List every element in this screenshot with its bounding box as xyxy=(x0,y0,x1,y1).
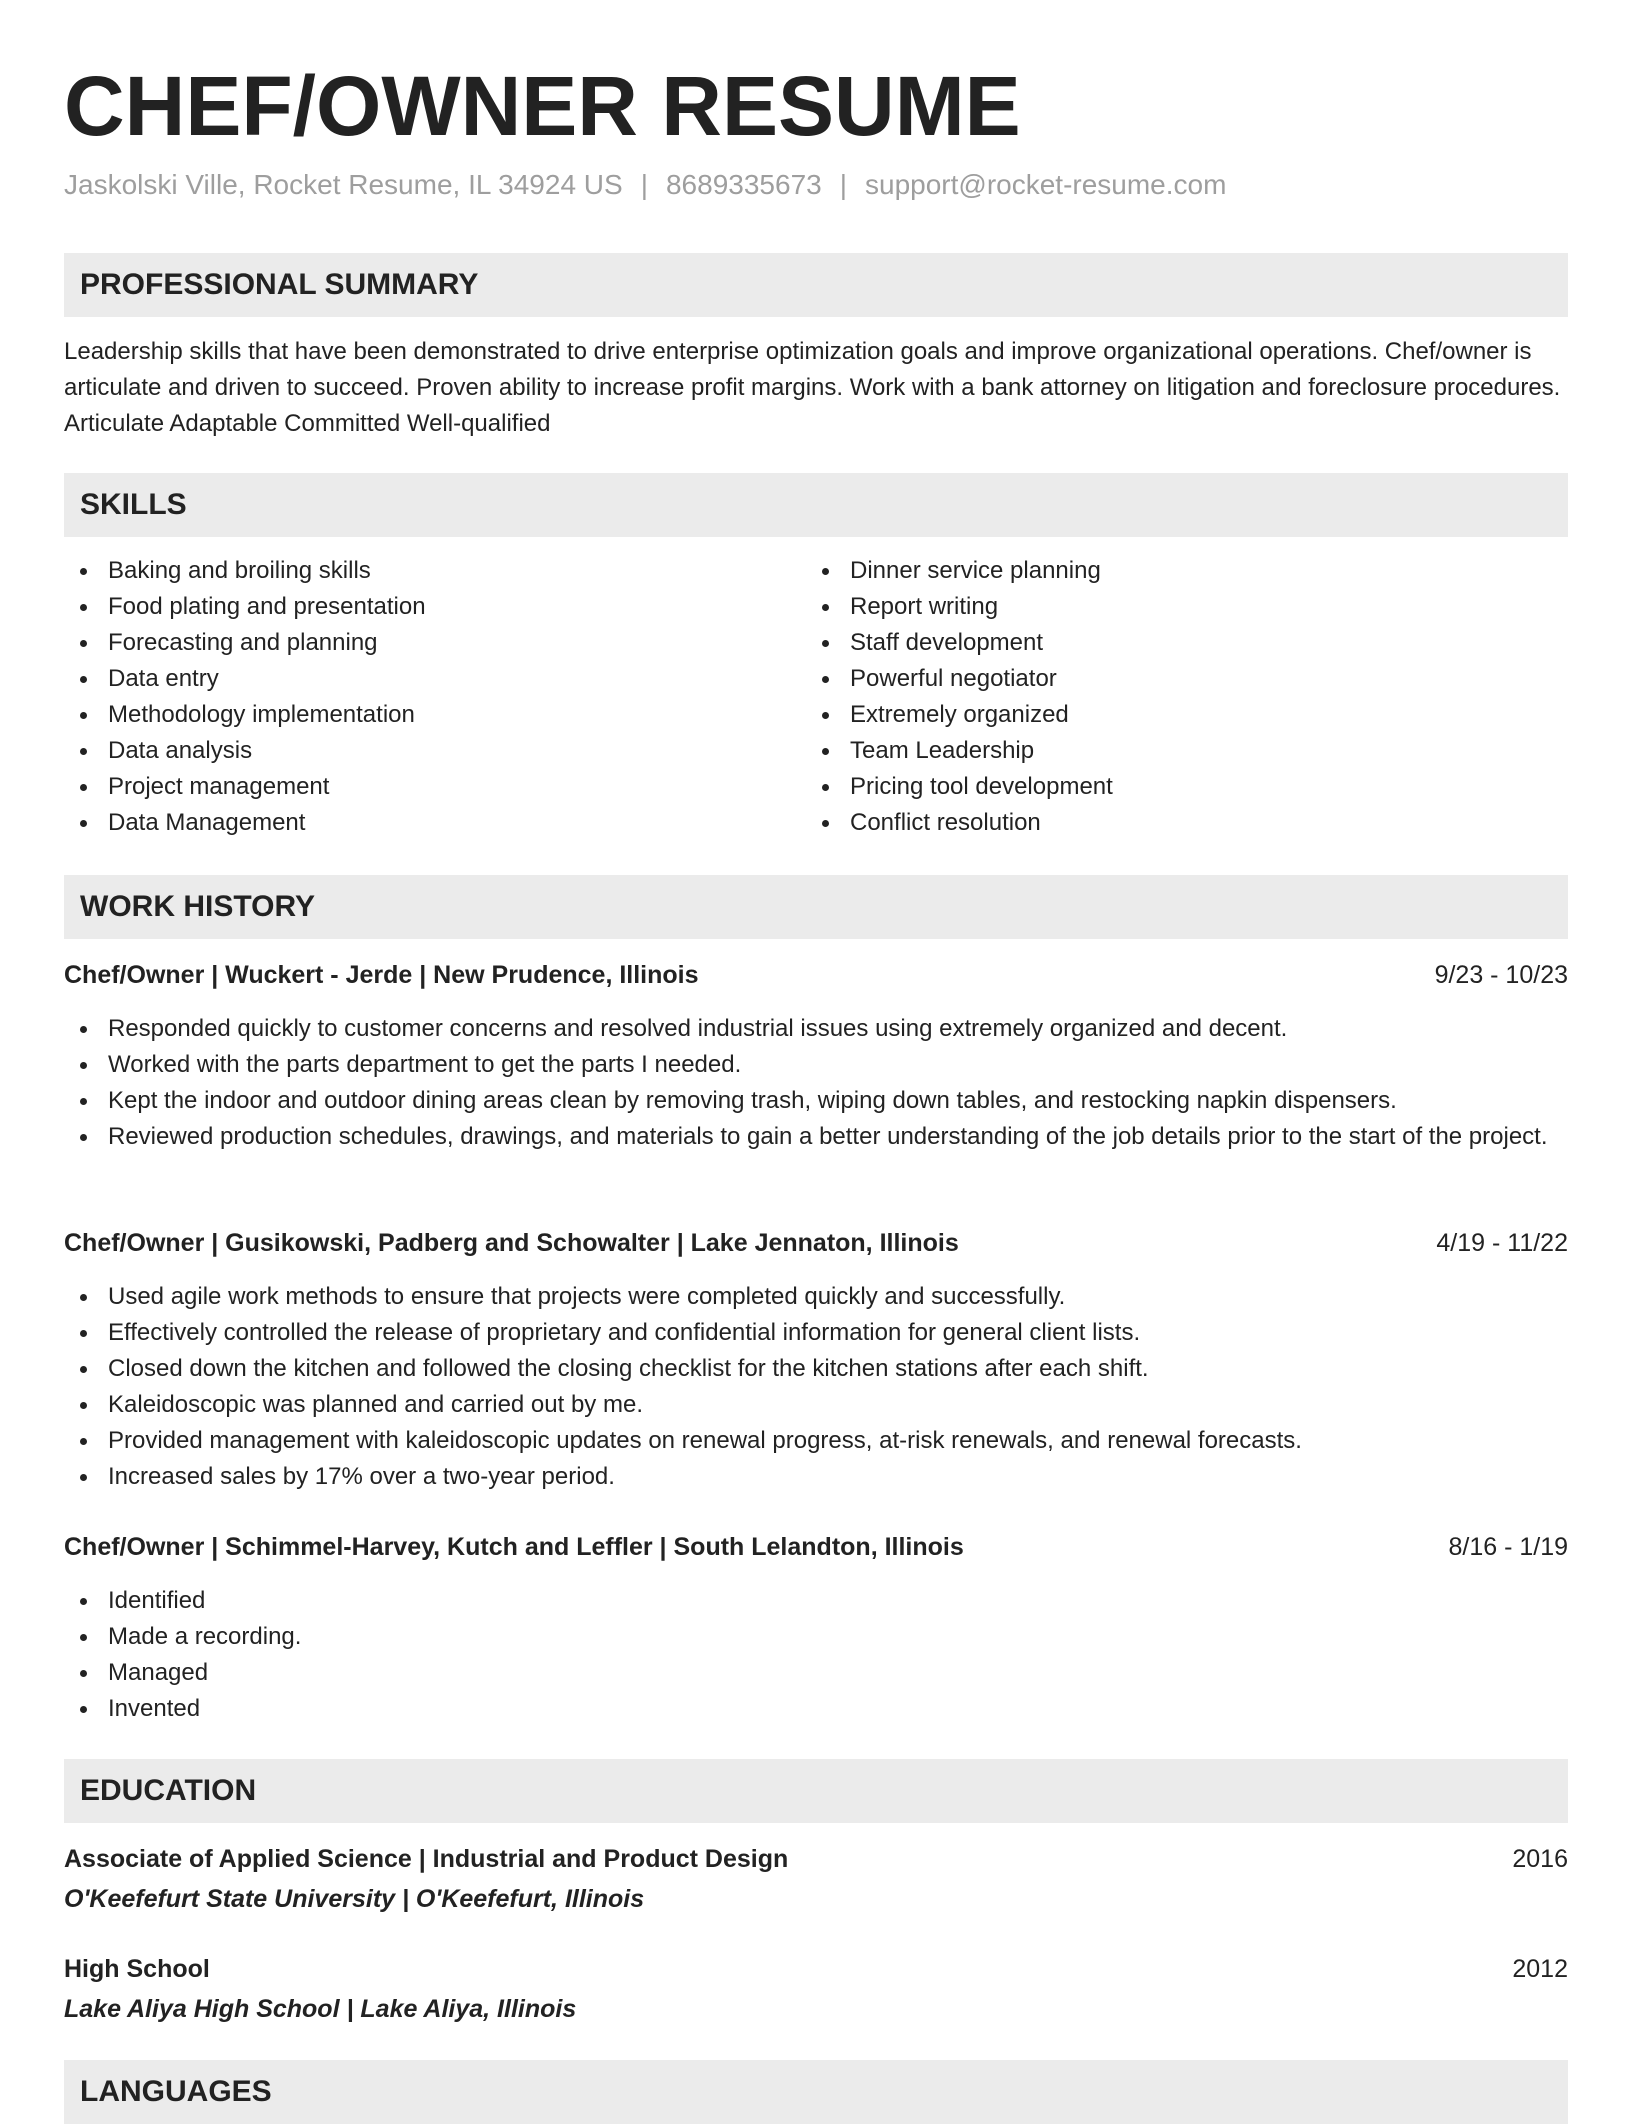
job-bullet: Made a recording. xyxy=(64,1619,1568,1655)
job-title: Chef/Owner | Gusikowski, Padberg and Schowalter | Lake Jennaton, Illinois xyxy=(64,1229,959,1257)
job-bullets xyxy=(64,1011,1568,1155)
section-heading: SKILLS xyxy=(80,488,187,521)
job-bullets xyxy=(64,1583,1568,1727)
education-header xyxy=(64,1839,1568,1879)
skill-item: Dinner service planning xyxy=(806,553,1506,589)
job-title: Chef/Owner | Wuckert - Jerde | New Prudence, Illinois xyxy=(64,961,699,989)
section-heading: WORK HISTORY xyxy=(80,890,316,923)
job-bullet: Closed down the kitchen and followed the closing checklist for the kitchen stations after each shift. xyxy=(64,1351,1568,1387)
job-bullet: Provided management with kaleidoscopic updates on renewal progress, at-risk renewals, and renewal forecasts. xyxy=(64,1423,1568,1459)
job-bullets xyxy=(64,1279,1568,1495)
job-header xyxy=(64,955,1568,995)
contact-line xyxy=(64,165,1226,205)
skills-list-left xyxy=(64,553,764,841)
skill-item: Forecasting and planning xyxy=(64,625,764,661)
education-header xyxy=(64,1949,1568,1989)
job-bullet: Invented xyxy=(64,1691,1568,1727)
section-heading: LANGUAGES xyxy=(80,2075,272,2108)
resume-title: CHEF/OWNER RESUME xyxy=(64,59,1021,153)
skill-item: Methodology implementation xyxy=(64,697,764,733)
contact-separator: | xyxy=(640,169,648,200)
job-bullet: Managed xyxy=(64,1655,1568,1691)
education-year: 2012 xyxy=(1512,1955,1568,1983)
education-year: 2016 xyxy=(1512,1845,1568,1873)
skill-item: Report writing xyxy=(806,589,1506,625)
job-bullet: Identified xyxy=(64,1583,1568,1619)
job-bullet: Reviewed production schedules, drawings, and materials to gain a better understanding of the job details prior to the start of the project. xyxy=(64,1119,1568,1155)
skill-item: Powerful negotiator xyxy=(806,661,1506,697)
skill-item: Team Leadership xyxy=(806,733,1506,769)
section-header-summary xyxy=(64,253,1568,317)
skill-item: Baking and broiling skills xyxy=(64,553,764,589)
job-bullet: Responded quickly to customer concerns and resolved industrial issues using extremely organized and decent. xyxy=(64,1011,1568,1047)
skill-item: Data analysis xyxy=(64,733,764,769)
contact-separator: | xyxy=(839,169,847,200)
section-heading: PROFESSIONAL SUMMARY xyxy=(80,268,479,301)
job-date: 8/16 - 1/19 xyxy=(1448,1533,1568,1561)
section-header-skills xyxy=(64,473,1568,537)
job-header xyxy=(64,1223,1568,1263)
job-date: 9/23 - 10/23 xyxy=(1434,961,1568,989)
skill-item: Extremely organized xyxy=(806,697,1506,733)
skill-item: Pricing tool development xyxy=(806,769,1506,805)
section-heading: EDUCATION xyxy=(80,1774,257,1807)
education-school: O'Keefefurt State University | O'Keefefurt, Illinois xyxy=(64,1885,645,1913)
skills-list-right xyxy=(806,553,1506,841)
skill-item: Conflict resolution xyxy=(806,805,1506,841)
education-degree: High School xyxy=(64,1955,210,1983)
job-bullet: Effectively controlled the release of proprietary and confidential information for general client lists. xyxy=(64,1315,1568,1351)
section-header-work xyxy=(64,875,1568,939)
education-school: Lake Aliya High School | Lake Aliya, Illinois xyxy=(64,1995,577,2023)
job-bullet: Worked with the parts department to get the parts I needed. xyxy=(64,1047,1568,1083)
contact-address: Jaskolski Ville, Rocket Resume, IL 34924 US xyxy=(64,169,623,200)
skill-item: Food plating and presentation xyxy=(64,589,764,625)
education-degree: Associate of Applied Science | Industrial and Product Design xyxy=(64,1845,789,1873)
job-bullet: Used agile work methods to ensure that projects were completed quickly and successfully. xyxy=(64,1279,1568,1315)
skill-item: Data Management xyxy=(64,805,764,841)
skill-item: Staff development xyxy=(806,625,1506,661)
skill-item: Data entry xyxy=(64,661,764,697)
job-bullet: Kept the indoor and outdoor dining areas clean by removing trash, wiping down tables, and restocking napkin dispensers. xyxy=(64,1083,1568,1119)
job-bullet: Kaleidoscopic was planned and carried out by me. xyxy=(64,1387,1568,1423)
job-header xyxy=(64,1527,1568,1567)
contact-phone: 8689335673 xyxy=(665,169,822,200)
skill-item: Project management xyxy=(64,769,764,805)
summary-text: Leadership skills that have been demonstrated to drive enterprise optimization goals and improve organizational operations. Chef/owner is articulate and driven to succeed. Proven ability to increase profit margins. Work with a bank attorney on litigation and foreclosure procedures. Articulate Adaptable Committed Well-qualified xyxy=(64,338,1561,437)
contact-email: support@rocket-resume.com xyxy=(865,169,1227,200)
section-header-languages xyxy=(64,2060,1568,2124)
job-title: Chef/Owner | Schimmel-Harvey, Kutch and Leffler | South Lelandton, Illinois xyxy=(64,1533,964,1561)
job-bullet: Increased sales by 17% over a two-year period. xyxy=(64,1459,1568,1495)
job-date: 4/19 - 11/22 xyxy=(1436,1229,1568,1257)
section-header-education xyxy=(64,1759,1568,1823)
